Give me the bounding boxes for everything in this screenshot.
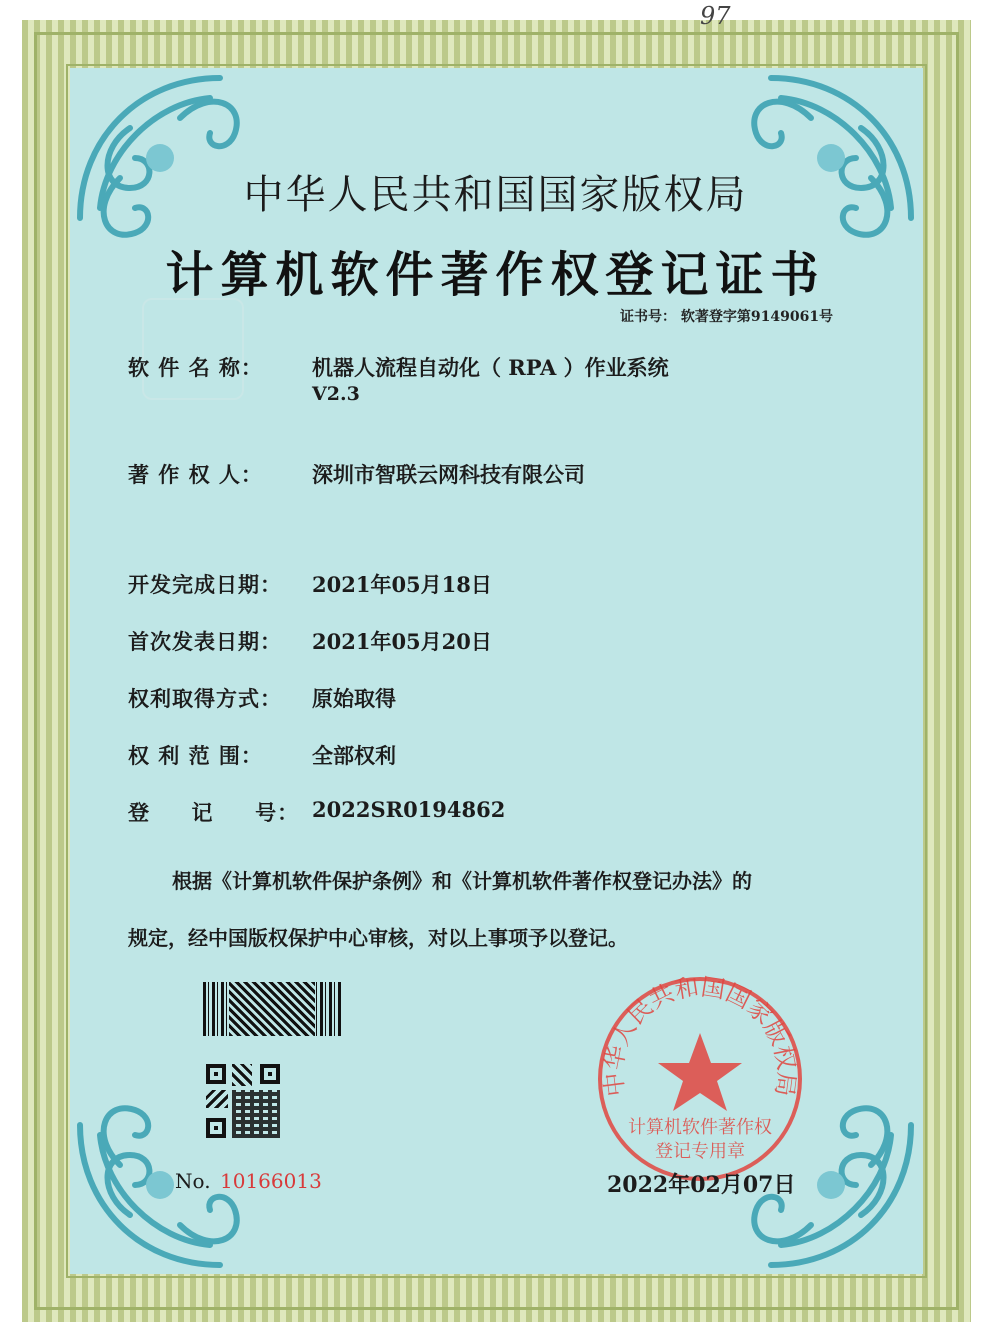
field-value-first-publication-date: 2021年05月20日 [312,629,492,654]
watermark-logo [142,298,244,400]
official-seal [594,973,806,1185]
corner-ornament-top-left [60,58,260,258]
field-label-acquisition-method: 权利取得方式： [128,686,282,711]
field-label-first-publication-date: 首次发表日期： [128,629,282,654]
seal-inner-line-1: 计算机软件著作权 [628,1117,772,1138]
field-value-software-version: V2.3 [312,383,360,405]
field-label-software-name: 软 件 名 称： [128,355,263,380]
star-icon [658,1033,742,1111]
statement-line-1: 根据《计算机软件保护条例》和《计算机软件著作权登记办法》的 [172,869,752,893]
issuing-organization: 中华人民共和国国家版权局 [243,172,748,218]
field-label-registration-number: 登 记 号： [128,800,300,825]
handwritten-note: 97 [700,2,731,30]
certificate-title: 计算机软件著作权登记证书 [165,247,826,303]
field-value-registration-number: 2022SR0194862 [312,797,506,822]
field-value-software-name: 机器人流程自动化（ RPA ）作业系统 [312,355,669,380]
certificate-number: 证书号： 软著登字第9149061号 [620,309,834,325]
field-label-rights-scope: 权 利 范 围： [128,743,263,768]
barcode [203,982,341,1036]
statement-line-2: 规定，经中国版权保护中心审核，对以上事项予以登记。 [128,926,628,950]
field-value-rights-scope: 全部权利 [312,743,396,768]
serial-prefix: No. [175,1169,211,1193]
field-label-dev-completion-date: 开发完成日期： [128,572,282,597]
field-value-acquisition-method: 原始取得 [312,686,396,711]
corner-ornament-top-right [731,58,931,258]
seal-outer-text: 中华人民共和国国家版权局 [599,973,801,1098]
issue-date: 2022年02月07日 [607,1172,796,1198]
serial-number: 10166013 [220,1169,322,1193]
field-value-copyright-owner: 深圳市智联云网科技有限公司 [312,462,585,487]
seal-inner-line-2: 登记专用章 [655,1141,745,1162]
qr-code [206,1064,280,1138]
field-label-copyright-owner: 著 作 权 人： [128,462,263,487]
field-value-dev-completion-date: 2021年05月18日 [312,572,492,597]
